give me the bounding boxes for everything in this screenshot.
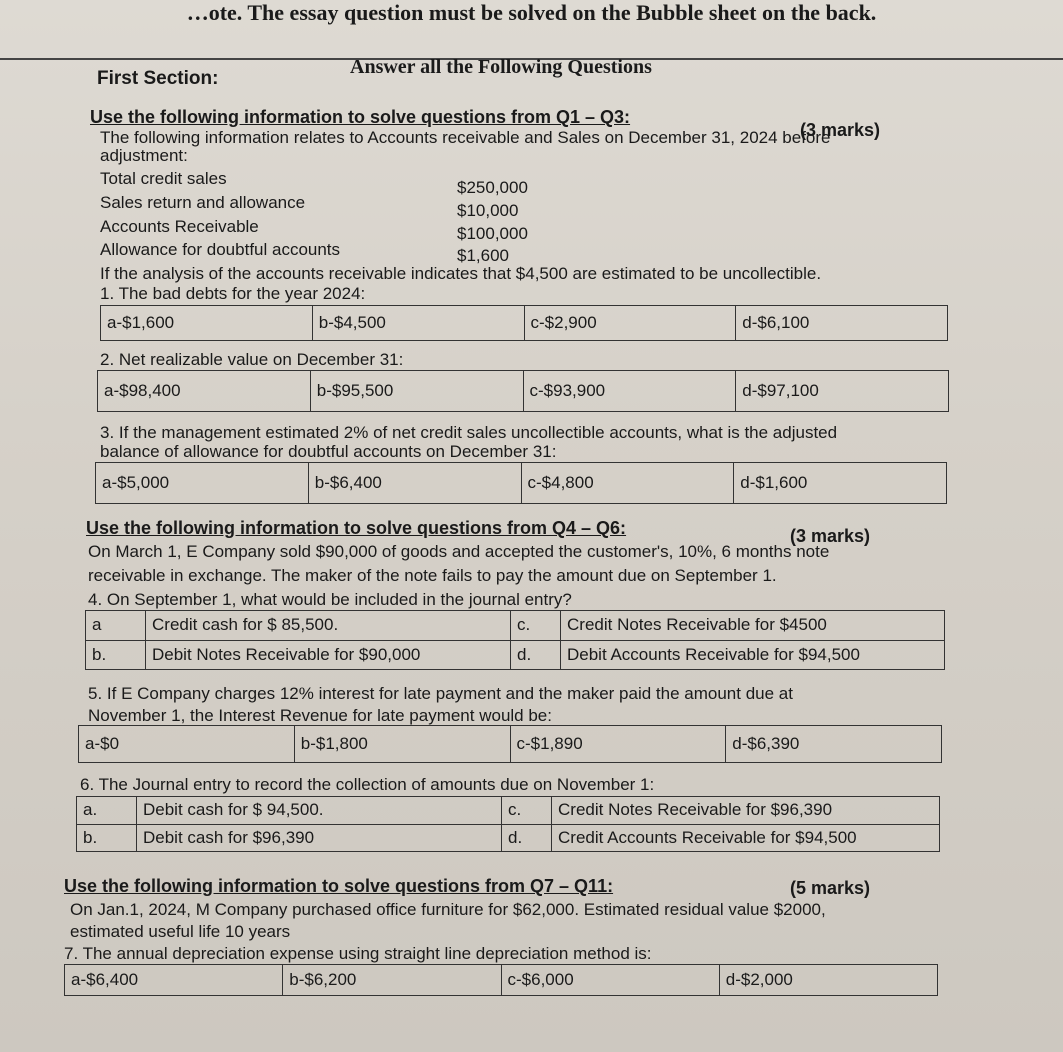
q6-option-a-key: a. xyxy=(77,797,137,825)
q1-3-condition: If the analysis of the accounts receivable indicates that $4,500 are estimated to be uncollectible. xyxy=(100,264,822,283)
q7-11-intro-line1: On Jan.1, 2024, M Company purchased office furniture for $62,000. Estimated residual value $2000, xyxy=(70,900,826,919)
q7-option-b[interactable]: b-$6,200 xyxy=(283,965,501,995)
q4-6-marks: (3 marks) xyxy=(790,526,871,546)
q6-option-d-key: d. xyxy=(502,825,552,852)
item-value: $10,000 xyxy=(457,201,519,220)
item-label: Allowance for doubtful accounts xyxy=(100,240,341,259)
q4-option-b[interactable]: Debit Notes Receivable for $90,000 xyxy=(146,641,511,670)
item-value: $1,600 xyxy=(457,246,509,265)
q7-11-marks: (5 marks) xyxy=(790,878,871,898)
q1-options xyxy=(100,305,948,341)
q7-options xyxy=(64,964,938,996)
q6-option-d[interactable]: Credit Accounts Receivable for $94,500 xyxy=(558,827,857,847)
q4-question: 4. On September 1, what would be included in the journal entry? xyxy=(88,590,572,609)
q5-option-b[interactable]: b-$1,800 xyxy=(295,726,511,762)
q4-option-a[interactable]: Credit cash for $ 85,500. xyxy=(146,611,511,641)
q4-6-intro-line2: receivable in exchange. The maker of the note fails to pay the amount due on September 1. xyxy=(88,566,777,585)
q5-option-d[interactable]: d-$6,390 xyxy=(732,734,800,753)
item-label: Accounts Receivable xyxy=(100,217,259,236)
q6-option-b[interactable]: Debit cash for $96,390 xyxy=(137,825,502,852)
q4-options xyxy=(85,610,945,670)
item-value: $250,000 xyxy=(457,178,528,197)
q3-option-a[interactable]: a-$5,000 xyxy=(96,463,309,503)
section-title: First Section: xyxy=(97,68,219,89)
q6-option-b-key: b. xyxy=(77,825,137,852)
q4-option-c-key: c. xyxy=(511,611,561,641)
q5-question-line1: 5. If E Company charges 12% interest for late payment and the maker paid the amount due at xyxy=(88,684,793,703)
q2-option-d[interactable]: d-$97,100 xyxy=(742,381,819,400)
q1-option-c[interactable]: c-$2,900 xyxy=(525,306,737,340)
q4-6-intro-line1: On March 1, E Company sold $90,000 of goods and accepted the customer's, 10%, 6 months note xyxy=(88,542,830,561)
q2-option-a[interactable]: a-$98,400 xyxy=(98,371,311,411)
q1-3-intro-line1: The following information relates to Accounts receivable and Sales on December 31, 2024 before xyxy=(100,128,831,147)
q4-option-d-key: d. xyxy=(511,641,561,670)
q3-option-c[interactable]: c-$4,800 xyxy=(522,463,735,503)
instruction: Answer all the Following Questions xyxy=(350,56,652,78)
q6-question: 6. The Journal entry to record the collection of amounts due on November 1: xyxy=(80,775,655,794)
q4-option-c[interactable]: Credit Notes Receivable for $4500 xyxy=(561,611,944,641)
q5-options xyxy=(78,725,942,763)
q5-option-c[interactable]: c-$1,890 xyxy=(511,726,727,762)
q3-question-line1: 3. If the management estimated 2% of net credit sales uncollectible accounts, what is the adjusted xyxy=(100,423,838,442)
q1-3-marks: (3 marks) xyxy=(800,120,881,140)
q7-option-d[interactable]: d-$2,000 xyxy=(725,970,793,989)
q6-options xyxy=(76,796,940,852)
q7-option-a[interactable]: a-$6,400 xyxy=(65,965,283,995)
q4-option-b-key: b. xyxy=(86,641,146,670)
q2-question: 2. Net realizable value on December 31: xyxy=(100,350,404,369)
q6-option-a[interactable]: Debit cash for $ 94,500. xyxy=(137,797,502,825)
q3-question-line2: balance of allowance for doubtful accounts on December 31: xyxy=(100,442,557,461)
q6-option-c[interactable]: Credit Notes Receivable for $96,390 xyxy=(552,797,939,825)
q1-3-lead: Use the following information to solve questions from Q1 – Q3: xyxy=(90,107,631,127)
q7-question: 7. The annual depreciation expense using straight line depreciation method is: xyxy=(64,944,652,963)
q6-option-c-key: c. xyxy=(502,797,552,825)
q1-option-b[interactable]: b-$4,500 xyxy=(313,306,525,340)
item-label: Sales return and allowance xyxy=(100,193,306,212)
q1-question: 1. The bad debts for the year 2024: xyxy=(100,284,366,303)
q3-options xyxy=(95,462,947,504)
q2-option-b[interactable]: b-$95,500 xyxy=(311,371,524,411)
q3-option-d[interactable]: d-$1,600 xyxy=(740,473,808,492)
q5-question-line2: November 1, the Interest Revenue for late payment would be: xyxy=(88,706,552,725)
q2-options xyxy=(97,370,949,412)
q4-option-d[interactable]: Debit Accounts Receivable for $94,500 xyxy=(567,644,860,664)
item-label: Total credit sales xyxy=(100,169,227,188)
q3-option-b[interactable]: b-$6,400 xyxy=(309,463,522,503)
q4-option-a-key: a xyxy=(86,611,146,641)
q5-option-a[interactable]: a-$0 xyxy=(79,726,295,762)
item-value: $100,000 xyxy=(457,224,528,243)
q1-option-a[interactable]: a-$1,600 xyxy=(101,306,313,340)
q7-11-intro-line2: estimated useful life 10 years xyxy=(70,922,291,941)
q4-6-lead: Use the following information to solve questions from Q4 – Q6: xyxy=(86,518,627,538)
q7-11-lead: Use the following information to solve questions from Q7 – Q11: xyxy=(64,876,614,896)
q1-option-d[interactable]: d-$6,100 xyxy=(742,313,810,332)
q2-option-c[interactable]: c-$93,900 xyxy=(524,371,737,411)
q1-3-intro-line2: adjustment: xyxy=(100,146,188,165)
q7-option-c[interactable]: c-$6,000 xyxy=(502,965,720,995)
bubble-sheet-note: …ote. The essay question must be solved on the Bubble sheet on the back. xyxy=(186,0,877,25)
